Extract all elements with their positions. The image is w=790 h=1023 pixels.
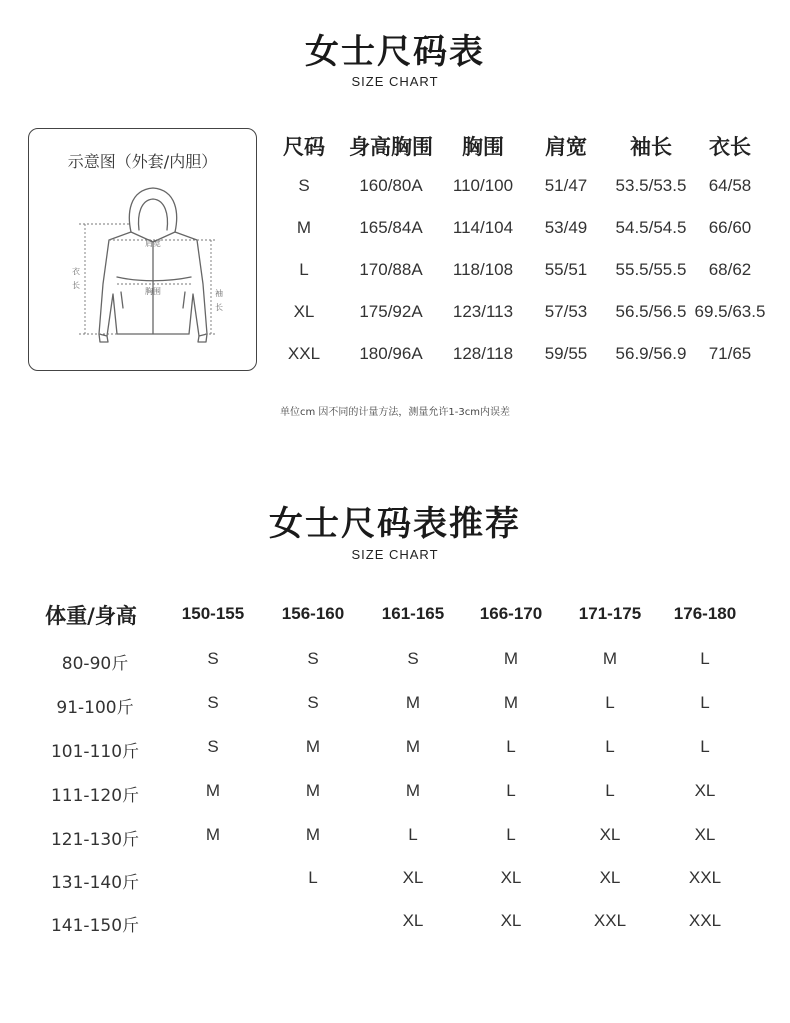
recommend-size-cell: XXL <box>688 911 722 930</box>
weight-label: 101-110斤 <box>50 742 140 762</box>
size-table-cell: 64/58 <box>708 176 752 195</box>
size-table-cell: L <box>299 260 309 279</box>
recommend-size-cell: M <box>205 825 221 844</box>
recommend-size-cell: L <box>700 649 710 668</box>
recommend-size-cell: XL <box>599 825 621 844</box>
size-chart-subtitle: SIZE CHART <box>351 74 439 89</box>
recommend-corner-header: 体重/身高 <box>45 604 137 628</box>
size-table-header: 袖长 <box>630 135 672 159</box>
size-table-cell: 53.5/53.5 <box>615 176 687 195</box>
size-table-cell: 66/60 <box>708 218 752 237</box>
recommend-size-cell: XXL <box>593 911 627 930</box>
size-table-cell: 53/49 <box>544 218 588 237</box>
weight-label: 141-150斤 <box>50 916 140 936</box>
sleeve-label-a: 袖 <box>215 289 223 298</box>
height-header: 176-180 <box>673 604 737 623</box>
height-header: 156-160 <box>281 604 345 623</box>
recommend-size-cell: XL <box>402 911 424 930</box>
size-table-cell: 180/96A <box>359 344 423 363</box>
jacket-outline-icon <box>69 184 223 359</box>
size-table-header: 肩宽 <box>545 135 587 159</box>
size-table-cell: 56.9/56.9 <box>615 344 687 363</box>
height-header: 166-170 <box>479 604 543 623</box>
size-table-cell: 71/65 <box>708 344 752 363</box>
recommend-size-cell: M <box>305 825 321 844</box>
size-table-cell: 69.5/63.5 <box>694 302 766 321</box>
weight-label: 131-140斤 <box>50 873 140 893</box>
recommend-size-cell: S <box>207 737 219 756</box>
recommend-size-cell: S <box>207 649 219 668</box>
size-table-cell: XL <box>293 302 315 321</box>
recommend-size-cell: L <box>700 737 710 756</box>
recommend-size-cell: M <box>503 693 519 712</box>
size-table-header: 身高胸围 <box>349 135 433 159</box>
recommend-size-cell: S <box>207 693 219 712</box>
length-label-a: 衣 <box>72 267 80 276</box>
recommend-size-cell: S <box>407 649 419 668</box>
recommend-size-cell: XXL <box>688 868 722 887</box>
recommend-size-cell: L <box>506 781 516 800</box>
size-table-header: 尺码 <box>283 135 325 159</box>
size-table-cell: 118/108 <box>452 260 514 279</box>
size-table-cell: M <box>296 218 312 237</box>
recommend-size-cell: M <box>305 781 321 800</box>
size-table-cell: 59/55 <box>544 344 588 363</box>
recommend-size-cell: M <box>205 781 221 800</box>
size-table-cell: 114/104 <box>452 218 514 237</box>
weight-label: 91-100斤 <box>56 698 134 718</box>
size-table-cell: 123/113 <box>452 302 514 321</box>
height-header: 171-175 <box>578 604 642 623</box>
length-label-b: 长 <box>72 281 80 290</box>
size-table-cell: 55.5/55.5 <box>615 260 687 279</box>
size-table-cell: 170/88A <box>359 260 423 279</box>
recommend-size-cell: S <box>307 693 319 712</box>
weight-label: 121-130斤 <box>50 830 140 850</box>
chest-label: 胸围 <box>145 287 161 296</box>
recommend-size-cell: XL <box>599 868 621 887</box>
size-table-cell: XXL <box>287 344 321 363</box>
weight-label: 80-90斤 <box>61 654 129 674</box>
recommend-size-cell: M <box>405 693 421 712</box>
size-table-cell: 68/62 <box>708 260 752 279</box>
recommend-size-cell: M <box>602 649 618 668</box>
size-table-cell: 54.5/54.5 <box>615 218 687 237</box>
sleeve-label-b: 长 <box>215 303 223 312</box>
recommend-size-cell: L <box>605 737 615 756</box>
size-table-cell: 51/47 <box>544 176 588 195</box>
recommend-size-cell: XL <box>402 868 424 887</box>
recommend-subtitle: SIZE CHART <box>351 547 439 562</box>
recommend-size-cell: M <box>405 737 421 756</box>
size-table-header: 衣长 <box>709 135 751 159</box>
size-table-cell: 110/100 <box>452 176 514 195</box>
recommend-size-cell: L <box>408 825 418 844</box>
weight-label: 111-120斤 <box>50 786 140 806</box>
recommend-size-cell: M <box>503 649 519 668</box>
jacket-diagram <box>28 128 257 371</box>
recommend-size-cell: L <box>506 825 516 844</box>
size-chart-title: 女士尺码表 <box>305 32 485 72</box>
recommend-size-cell: XL <box>500 868 522 887</box>
recommend-size-cell: L <box>605 693 615 712</box>
diagram-label: 示意图（外套/内胆） <box>67 152 218 171</box>
size-table-cell: 128/118 <box>452 344 514 363</box>
recommend-size-cell: L <box>605 781 615 800</box>
shoulder-label: 肩宽 <box>145 239 161 248</box>
size-table-cell: 56.5/56.5 <box>615 302 687 321</box>
recommend-size-cell: L <box>506 737 516 756</box>
size-table-cell: 57/53 <box>544 302 588 321</box>
height-header: 161-165 <box>381 604 445 623</box>
recommend-size-cell: L <box>308 868 318 887</box>
recommend-size-cell: M <box>405 781 421 800</box>
size-table-cell: 55/51 <box>544 260 588 279</box>
height-header: 150-155 <box>181 604 245 623</box>
size-table-cell: S <box>298 176 310 195</box>
size-table-cell: 165/84A <box>359 218 423 237</box>
recommend-size-cell: L <box>700 693 710 712</box>
recommend-size-cell: M <box>305 737 321 756</box>
measurement-note: 单位cm 因不同的计量方法，测量允许1-3cm内误差 <box>280 407 510 418</box>
recommend-size-cell: XL <box>694 781 716 800</box>
recommend-title: 女士尺码表推荐 <box>269 504 521 544</box>
size-table-cell: 160/80A <box>359 176 423 195</box>
size-table-header: 胸围 <box>462 135 504 159</box>
size-table-cell: 175/92A <box>359 302 423 321</box>
recommend-size-cell: XL <box>500 911 522 930</box>
recommend-size-cell: XL <box>694 825 716 844</box>
recommend-size-cell: S <box>307 649 319 668</box>
